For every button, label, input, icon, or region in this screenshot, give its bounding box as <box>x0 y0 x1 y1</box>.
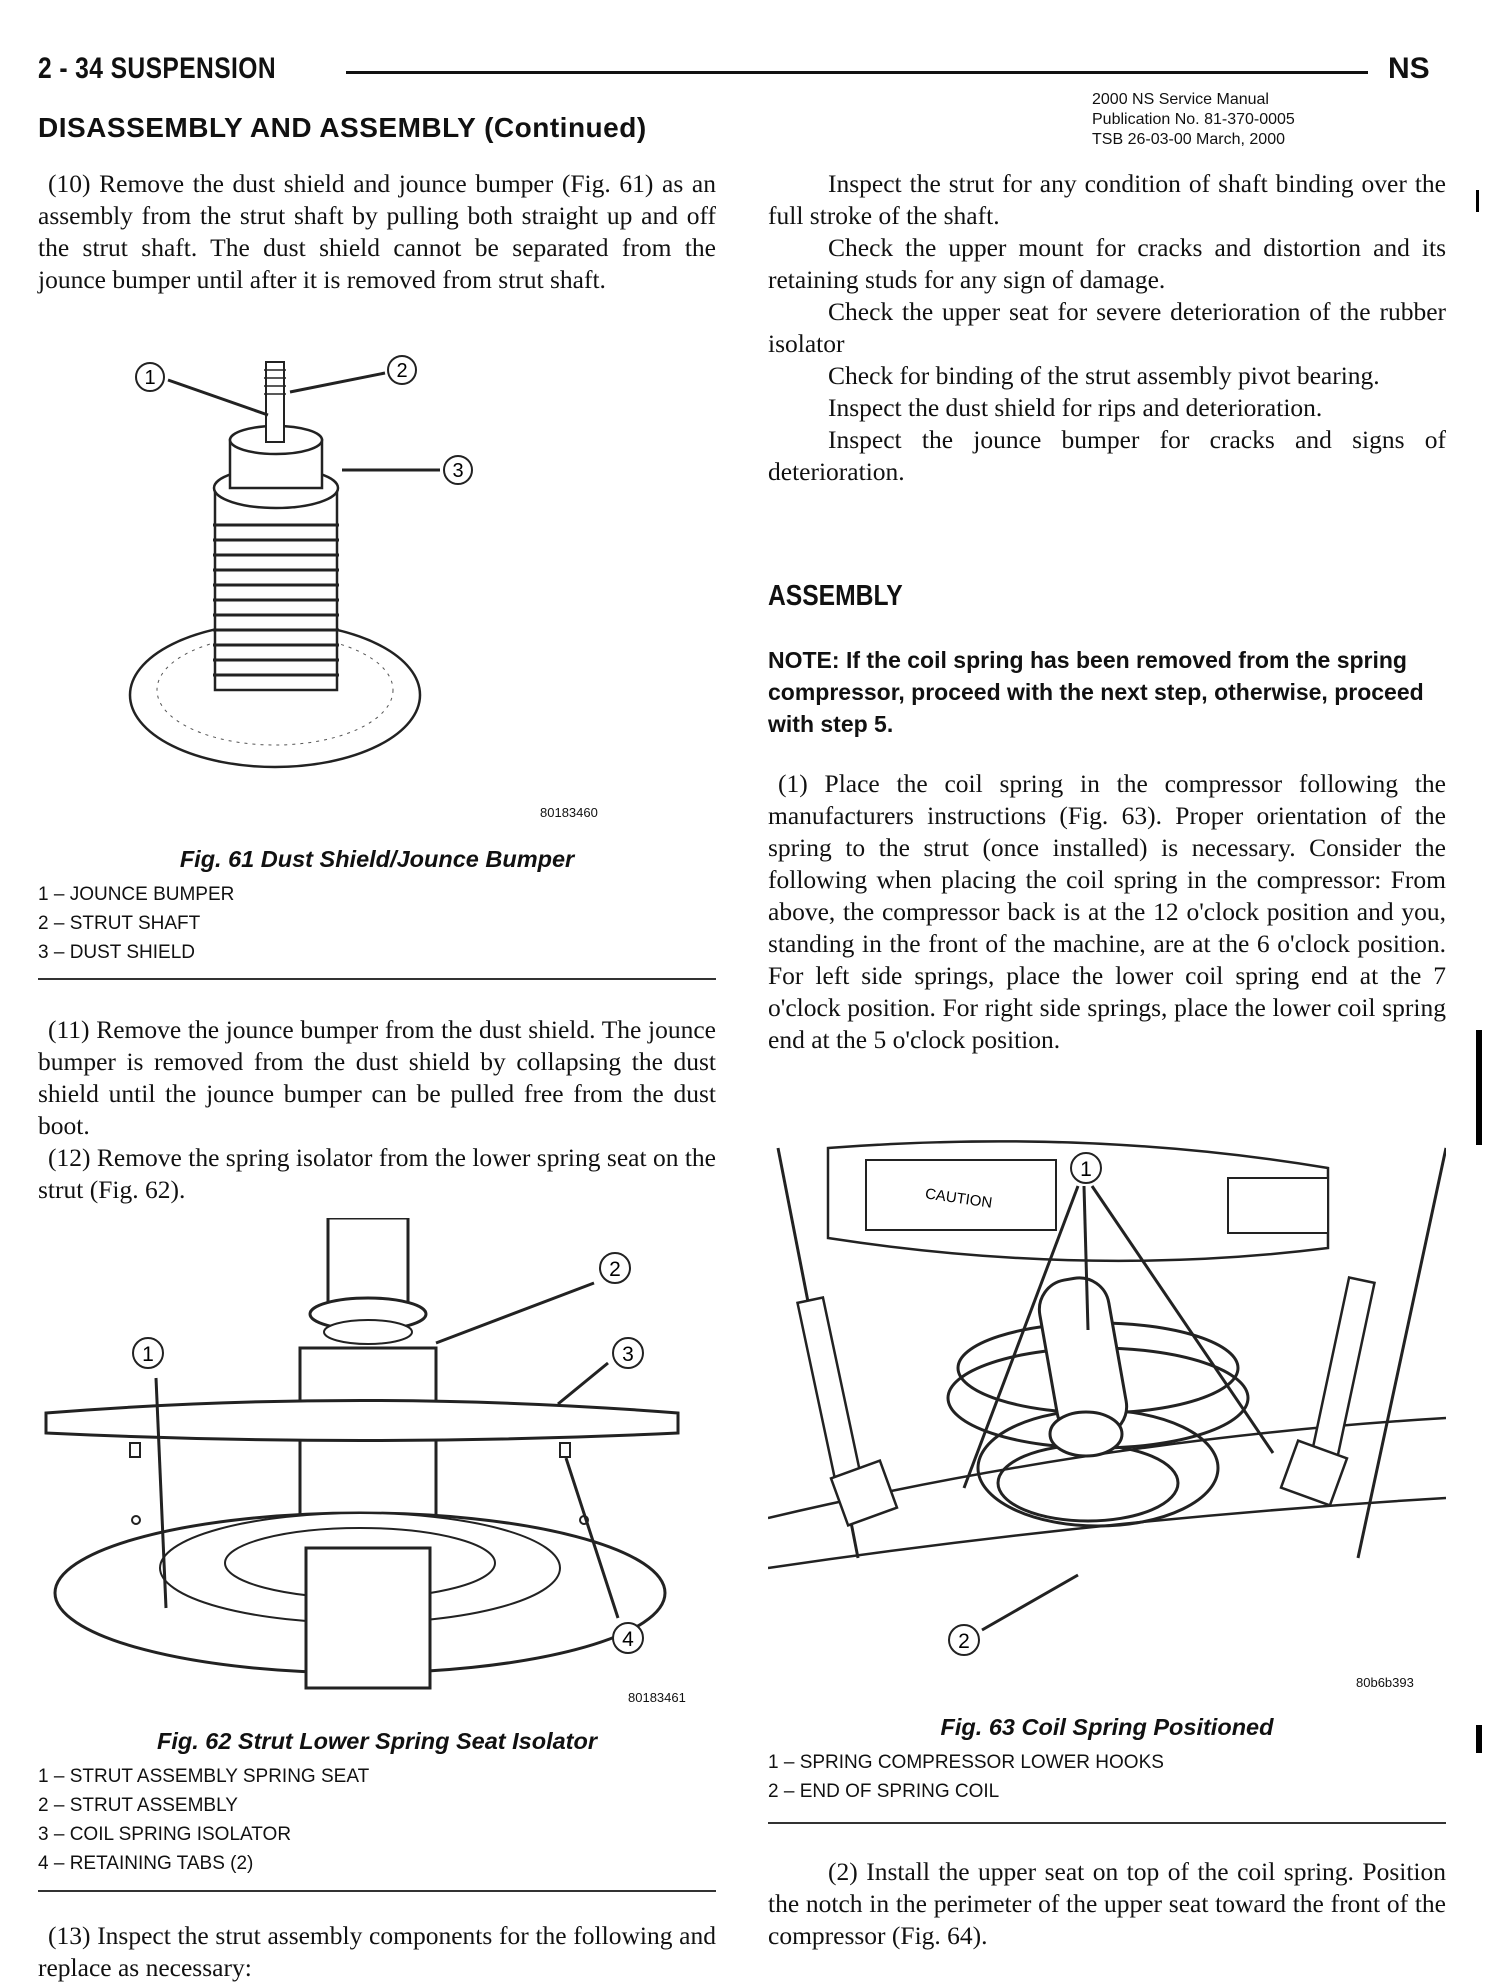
divider <box>38 1890 716 1892</box>
step-2: (2) Install the upper seat on top of the coil spring. Position the notch in the perimeter of the upper seat toward the front of the compressor (Fig. 64). <box>768 1857 1446 1950</box>
legend-item: 4 – RETAINING TABS (2) <box>38 1853 254 1874</box>
step-11: (11) Remove the jounce bumper from the dust shield. The jounce bumper is removed from the dust shield by collapsing the dust shield until the jounce bumper can be pulled free from the dust boot. <box>38 1015 716 1140</box>
fig63-callout-1: 1 <box>1080 1158 1092 1181</box>
fig62-code: 80183461 <box>628 1690 686 1705</box>
legend-item: 2 – STRUT SHAFT <box>38 913 201 934</box>
step-12: (12) Remove the spring isolator from the lower spring seat on the strut (Fig. 62). <box>38 1143 716 1204</box>
divider <box>768 1822 1446 1824</box>
legend-item: 1 – JOUNCE BUMPER <box>38 884 235 905</box>
divider <box>38 978 716 980</box>
fig61-illustration <box>100 340 560 800</box>
inspection-item: Check for binding of the strut assembly pivot bearing. <box>828 361 1380 390</box>
step-13: (13) Inspect the strut assembly components for the following and replace as necessary: <box>38 1921 716 1982</box>
fig61-caption: Fig. 61 Dust Shield/Jounce Bumper <box>179 846 575 872</box>
legend-item: 3 – COIL SPRING ISOLATOR <box>38 1824 292 1845</box>
fig63-illustration <box>768 1138 1446 1696</box>
assembly-heading: ASSEMBLY <box>768 580 903 612</box>
fig62-callout-2: 2 <box>609 1258 621 1281</box>
change-bar <box>1476 1030 1482 1145</box>
fig63-callout-2: 2 <box>958 1630 970 1653</box>
fig61-callout-3: 3 <box>452 460 464 482</box>
inspection-item: Check the upper seat for severe deterioration of the rubber isolator <box>768 297 1446 358</box>
legend-item: 2 – END OF SPRING COIL <box>768 1781 1000 1802</box>
legend-item: 1 – STRUT ASSEMBLY SPRING SEAT <box>38 1766 370 1787</box>
legend-item: 3 – DUST SHIELD <box>38 942 195 963</box>
fig61-callout-1: 1 <box>144 367 156 389</box>
section-title: DISASSEMBLY AND ASSEMBLY (Continued) <box>38 112 647 143</box>
legend-item: 2 – STRUT ASSEMBLY <box>38 1795 238 1816</box>
inspection-item: Inspect the dust shield for rips and deterioration. <box>828 393 1323 422</box>
fig62-caption: Fig. 62 Strut Lower Spring Seat Isolator <box>156 1728 598 1754</box>
fig62-callout-4: 4 <box>622 1628 634 1651</box>
fig61-legend <box>38 880 234 967</box>
change-bar <box>1476 190 1479 212</box>
publication-line: Publication No. 81-370-0005 <box>1092 111 1295 128</box>
step-10: (10) Remove the dust shield and jounce bumper (Fig. 61) as an assembly from the strut shaft by pulling both straight up and off the strut shaft. The dust shield cannot be separated from the jounce bumper until after it is removed from strut shaft. <box>38 169 716 294</box>
inspection-list <box>768 168 1446 488</box>
fig63-legend <box>768 1748 1164 1806</box>
fig62-legend <box>38 1762 369 1878</box>
step-1: (1) Place the coil spring in the compressor following the manufacturers instructions (Fig. 63). Proper orientation of the spring to the strut (once installed) is necessary. Consider the following when placing the coil spring in the compressor: From above, the compressor back is at the 12 o'clock position and you, standing in the front of the machine, are at the 6 o'clock position. For left side springs, place the lower coil spring end at the 7 o'clock position. For right side springs, place the lower coil spring end at the 5 o'clock position. <box>768 769 1446 1054</box>
page-header-left: 2 - 34 SUSPENSION <box>38 52 277 85</box>
fig61-code: 80183460 <box>540 805 598 820</box>
fig63-code: 80b6b393 <box>1356 1675 1414 1690</box>
legend-item: 1 – SPRING COMPRESSOR LOWER HOOKS <box>768 1752 1164 1773</box>
fig62-callout-1: 1 <box>142 1343 154 1366</box>
page-header-right: NS <box>1388 52 1430 85</box>
fig61-callout-2: 2 <box>396 360 408 382</box>
caution-label: CAUTION <box>924 1185 994 1212</box>
inspection-item: Check the upper mount for cracks and distortion and its retaining studs for any sign of damage. <box>768 233 1446 294</box>
publication-line: TSB 26-03-00 March, 2000 <box>1092 131 1285 148</box>
fig63-caption: Fig. 63 Coil Spring Positioned <box>940 1714 1274 1740</box>
publication-info <box>1092 90 1295 150</box>
inspection-item: Inspect the strut for any condition of shaft binding over the full stroke of the shaft. <box>768 169 1446 230</box>
header-rule <box>346 71 1368 74</box>
fig62-callout-3: 3 <box>622 1343 634 1366</box>
note: NOTE: If the coil spring has been removed from the spring compressor, proceed with the next step, otherwise, proceed with step 5. <box>768 647 1424 737</box>
inspection-item: Inspect the jounce bumper for cracks and signs of deterioration. <box>768 425 1446 486</box>
fig62-illustration <box>38 1218 716 1698</box>
change-bar <box>1476 1725 1482 1753</box>
publication-line: 2000 NS Service Manual <box>1092 91 1269 108</box>
